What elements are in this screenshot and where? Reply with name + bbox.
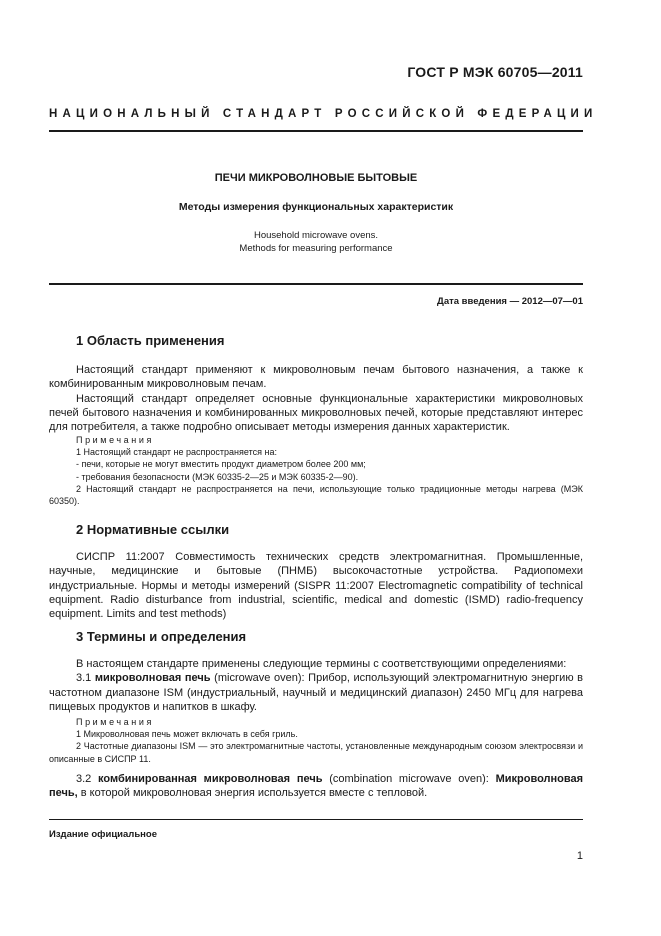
term-3-1 xyxy=(49,671,583,714)
document-subtitle: Методы измерения функциональных характеристик xyxy=(178,201,454,213)
note-1: 1 Микроволновая печь может включать в себя гриль. xyxy=(76,729,298,740)
term-3-2-definition: в которой микроволновая энергия используется вместе с тепловой. xyxy=(80,787,428,800)
note-1: 1 Настоящий стандарт не распространяется на: xyxy=(76,447,277,458)
section-3-heading: 3 Термины и определения xyxy=(76,629,247,644)
section-2-body xyxy=(49,550,583,621)
section-1-body xyxy=(49,363,583,434)
section-1-paragraph-1: Настоящий стандарт применяют к микроволновым печам бытового назначения, а также к комбинированным микроволновым печам. xyxy=(49,364,583,391)
official-edition-label: Издание официальное xyxy=(49,829,157,840)
term-3-1-name: микроволновая печь xyxy=(94,672,211,685)
section-1-paragraph-2: Настоящий стандарт определяет основные функциональные характеристики микроволновых печей бытового назначения и комбинированных микроволновых печей, которые представляют интерес для потребителя, а также подробно описывает методы измерения данных характеристик. xyxy=(49,392,583,434)
term-3-2-name: комбинированная микроволновая печь xyxy=(98,773,323,785)
term-3-1-number: 3.1 xyxy=(76,672,92,685)
section-3-notes xyxy=(49,716,583,765)
section-3-body xyxy=(49,657,583,714)
english-title-line-1: Household microwave ovens. xyxy=(253,230,379,241)
term-3-2-definition-lead: Микроволновая печь, xyxy=(49,773,584,800)
section-3-intro: В настоящем стандарте применены следующие термины с соответствующими определениями: xyxy=(76,658,567,670)
term-3-2-english: (combination microwave oven): xyxy=(329,773,489,785)
notes-header: Примечания xyxy=(76,717,154,727)
note-1-item-1: - печи, которые не могут вместить продукт диаметром более 200 мм; xyxy=(76,459,366,470)
national-standard-banner: НАЦИОНАЛЬНЫЙ СТАНДАРТ РОССИЙСКОЙ ФЕДЕРАЦИИ xyxy=(49,108,598,120)
document-number: ГОСТ Р МЭК 60705—2011 xyxy=(407,64,583,80)
title-divider xyxy=(49,283,583,285)
page-number: 1 xyxy=(576,850,583,862)
section-2-reference: СИСПР 11:2007 Совместимость технических средств электромагнитная. Промышленные, научные, медицинские и бытовые (ПНМБ) высокочастотные устройства. Радиопомехи индустриальные. Нормы и методы измерений (SISPR 11:2007 Electromagnetic compatibility of technical equipment. Radio disturbance from industrial, scientific, medical and domestic (ISMD) radio-frequency equipment. Limits and test methods) xyxy=(49,551,583,621)
section-1-heading: 1 Область применения xyxy=(76,333,225,348)
english-title-line-2: Methods for measuring performance xyxy=(239,243,393,254)
term-3-2-block xyxy=(49,772,583,801)
section-2-heading: 2 Нормативные ссылки xyxy=(76,522,230,537)
term-3-2 xyxy=(49,772,583,801)
footer-divider xyxy=(49,819,583,820)
term-3-1-definition: (microwave oven): Прибор, использующий электромагнитную энергию в частотном диапазоне ISM (индустриальный, научный и медицинский диапазон) 2450 МГц для нагрева пищевых продуктов и напитков в шкафу. xyxy=(49,672,584,713)
note-2: 2 Настоящий стандарт не распространяется на печи, использующие только традиционные методы нагрева (МЭК 60350). xyxy=(49,483,583,507)
top-divider xyxy=(49,130,583,132)
note-1-item-2: - требования безопасности (МЭК 60335-2—25 и МЭК 60335-2—90). xyxy=(76,471,359,482)
notes-header: Примечания xyxy=(76,435,154,445)
introduction-date: Дата введения — 2012—07—01 xyxy=(437,296,583,307)
english-title xyxy=(49,229,583,255)
section-1-notes xyxy=(49,434,583,507)
term-3-2-number: 3.2 xyxy=(76,773,92,785)
document-title: ПЕЧИ МИКРОВОЛНОВЫЕ БЫТОВЫЕ xyxy=(214,172,418,184)
note-2: 2 Частотные диапазоны ISM — это электромагнитные частоты, установленные международным союзом электросвязи и описанные в СИСПР 11. xyxy=(49,741,583,764)
